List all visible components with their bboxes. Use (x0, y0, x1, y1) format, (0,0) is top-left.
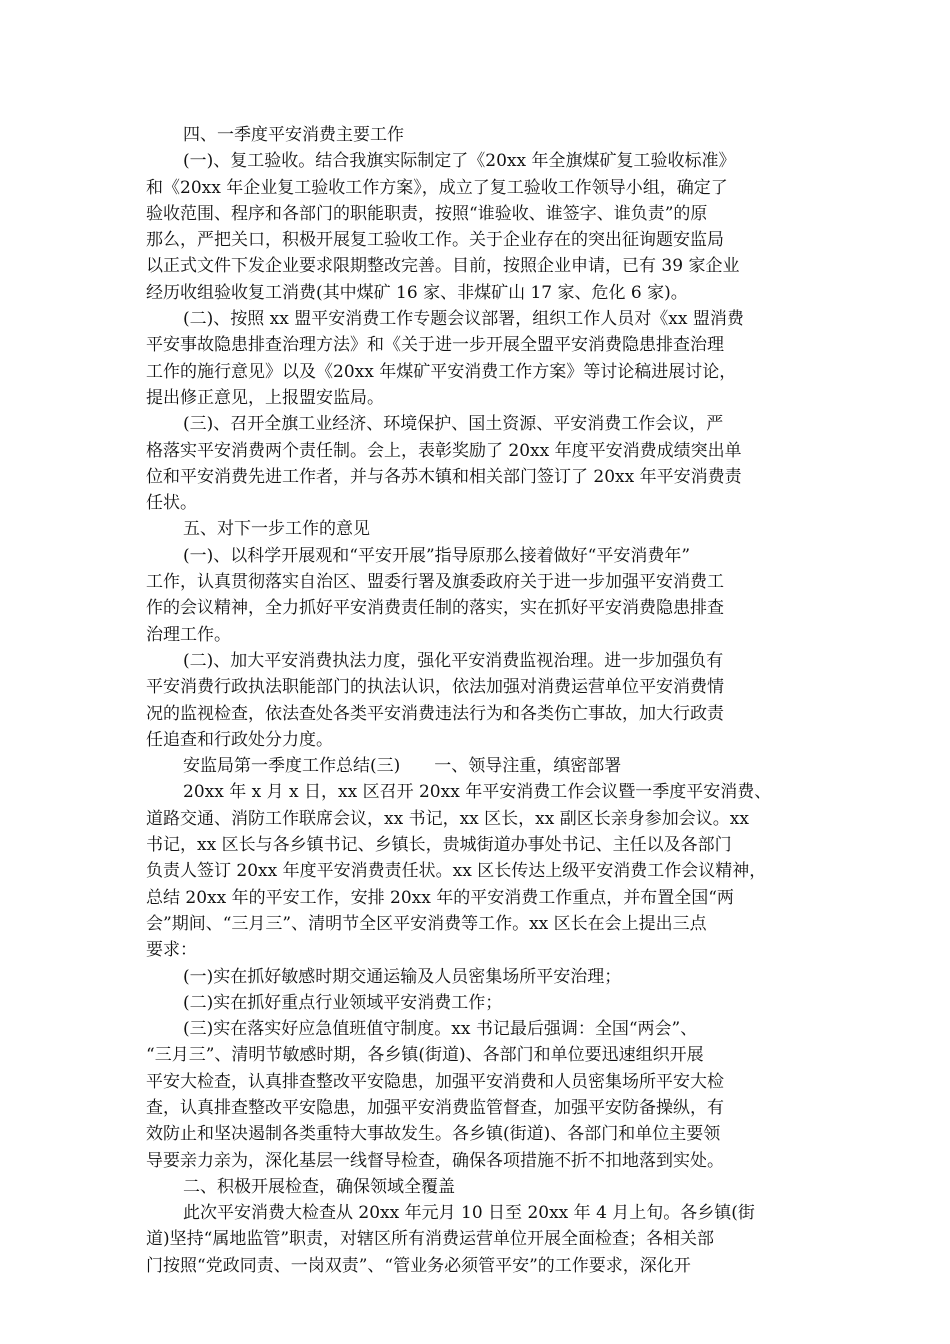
text-line: (二)、加大平安消费执法力度，强化平安消费监视治理。进一步加强负有 (183, 650, 724, 671)
text-line: 会”期间、“三月三”、清明节全区平安消费等工作。xx 区长在会上提出三点 (146, 913, 707, 934)
text-line: 作的会议精神，全力抓好平安消费责任制的落实，实在抓好平安消费隐患排查 (146, 598, 724, 619)
text-line: 工作的施行意见》以及《20xx 年煤矿平安消费工作方案》等讨论稿进展讨论， (146, 361, 737, 382)
text-line: 道)坚持“属地监管”职责，对辖区所有消费运营单位开展全面检查；各相关部 (146, 1229, 715, 1250)
text-line: 平安大检查，认真排查整改平安隐患，加强平安消费和人员密集场所平安大检 (146, 1071, 724, 1092)
text-line: 提出修正意见，上报盟安监局。 (146, 387, 384, 408)
text-line: 平安消费行政执法职能部门的执法认识，依法加强对消费运营单位平安消费情 (146, 677, 724, 698)
text-line: (三)、召开全旗工业经济、环境保护、国土资源、平安消费工作会议，严 (183, 414, 724, 435)
text-line: 和《20xx 年企业复工验收工作方案》，成立了复工验收工作领导小组，确定了 (146, 177, 728, 198)
text-line: “三月三”、清明节敏感时期，各乡镇(街道)、各部门和单位要迅速组织开展 (146, 1045, 704, 1066)
text-line: 治理工作。 (146, 624, 231, 645)
text-line: 验收范围、程序和各部门的职能职责，按照“谁验收、谁签字、谁负责”的原 (146, 203, 708, 224)
text-line: 书记，xx 区长与各乡镇书记、乡镇长，贵城街道办事处书记、主任以及各部门 (146, 835, 732, 856)
text-line: 安监局第一季度工作总结(三) 一、领导注重，缜密部署 (183, 756, 622, 777)
text-line: 查，认真排查整改平安隐患，加强平安消费监管督查，加强平安防备操纵，有 (146, 1097, 724, 1118)
text-line: 经历收组验收复工消费(其中煤矿 16 家、非煤矿山 17 家、危化 6 家)。 (146, 282, 688, 303)
document-page (146, 122, 812, 1279)
text-line: 20xx 年 x 月 x 日，xx 区召开 20xx 年平安消费工作会议暨一季度平安消费、 (183, 782, 772, 803)
text-line: 工作，认真贯彻落实自治区、盟委行署及旗委政府关于进一步加强平安消费工 (146, 572, 724, 593)
text-line: 五、对下一步工作的意见 (183, 519, 370, 540)
text-line: 那么，严把关口，积极开展复工验收工作。关于企业存在的突出征询题安监局 (146, 230, 724, 251)
text-line: (三)实在落实好应急值班值守制度。xx 书记最后强调：全国“两会”、 (183, 1019, 698, 1040)
text-line: 任追查和行政处分力度。 (146, 729, 333, 750)
text-line: 二、积极开展检查，确保领域全覆盖 (183, 1176, 455, 1197)
text-line: 格落实平安消费两个责任制。会上，表彰奖励了 20xx 年度平安消费成绩突出单 (146, 440, 742, 461)
text-line: 四、一季度平安消费主要工作 (183, 125, 404, 145)
text-line: 此次平安消费大检查从 20xx 年元月 10 日至 20xx 年 4 月上旬。各乡镇(街 (183, 1203, 755, 1224)
text-line: 效防止和坚决遏制各类重特大事故发生。各乡镇(街道)、各部门和单位主要领 (146, 1124, 721, 1145)
text-line: 负责人签订 20xx 年度平安消费责任状。xx 区长传达上级平安消费工作会议精神， (146, 861, 767, 882)
text-line: 况的监视检查，依法查处各类平安消费违法行为和各类伤亡事故，加大行政责 (146, 703, 724, 724)
text-line: 要求： (146, 940, 197, 961)
text-line: (一)、以科学开展观和“平安开展”指导原那么接着做好“平安消费年” (183, 545, 691, 566)
text-line: 平安事故隐患排查治理方法》和《关于进一步开展全盟平安消费隐患排查治理 (146, 335, 724, 356)
text-line: 任状。 (146, 493, 197, 514)
text-line: 门按照“党政同责、一岗双责”、“管业务必须管平安”的工作要求，深化开 (146, 1255, 691, 1276)
text-line: (二)实在抓好重点行业领域平安消费工作； (183, 992, 503, 1013)
text-line: 导要亲力亲为，深化基层一线督导检查，确保各项措施不折不扣地落到实处。 (146, 1150, 724, 1171)
text-line: 道路交通、消防工作联席会议，xx 书记，xx 区长，xx 副区长亲身参加会议。xx (146, 808, 749, 829)
text-line: (二)、按照 xx 盟平安消费工作专题会议部署，组织工作人员对《xx 盟消费 (183, 309, 744, 330)
text-line: 以正式文件下发企业要求限期整改完善。目前，按照企业申请，已有 39 家企业 (146, 256, 740, 277)
text-line: (一)、复工验收。结合我旗实际制定了《20xx 年全旗煤矿复工验收标准》 (183, 151, 736, 172)
text-line: 位和平安消费先进工作者，并与各苏木镇和相关部门签订了 20xx 年平安消费责 (146, 466, 742, 487)
text-line: (一)实在抓好敏感时期交通运输及人员密集场所平安治理； (183, 966, 622, 987)
text-line: 总结 20xx 年的平安工作，安排 20xx 年的平安消费工作重点，并布置全国“两 (146, 887, 734, 908)
